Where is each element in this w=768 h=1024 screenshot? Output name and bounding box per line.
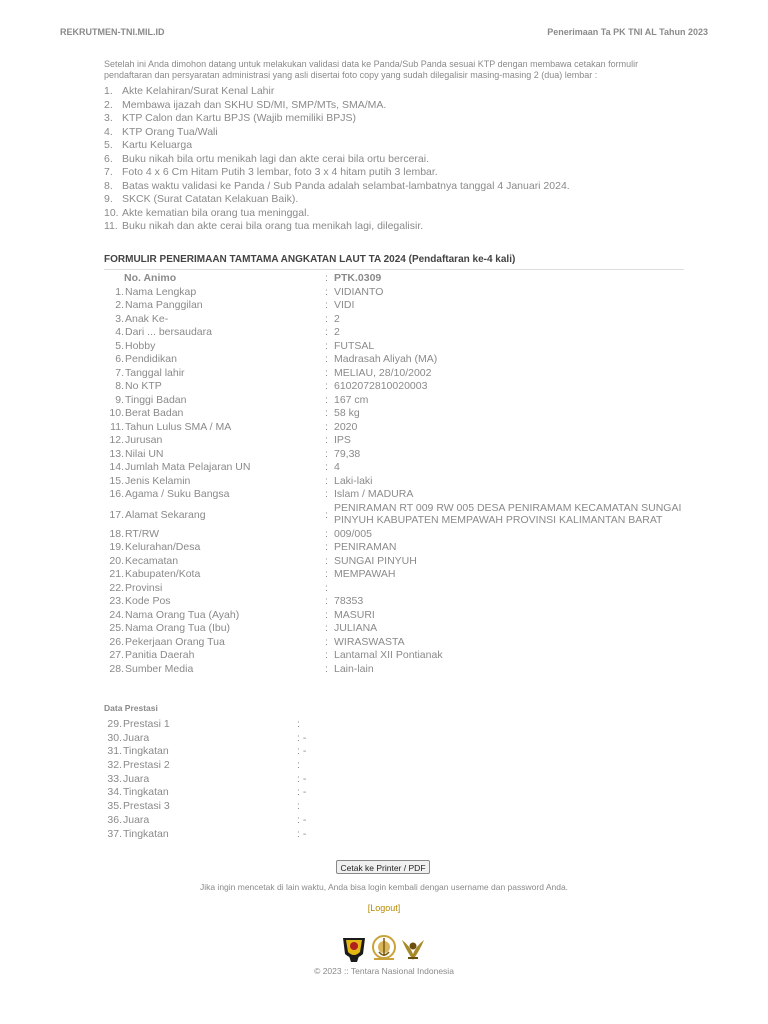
colon: :: [325, 380, 328, 392]
field-number: 1.: [115, 285, 124, 298]
form-row: [104, 299, 684, 313]
field-value: MEMPAWAH: [334, 568, 396, 580]
colon: :: [325, 393, 328, 406]
field-value: : -: [297, 786, 307, 799]
field-number: 16.: [109, 488, 124, 500]
requirement-text: Foto 4 x 6 Cm Hitam Putih 3 lembar, foto 3 x 4 hitam putih 3 lembar.: [122, 166, 438, 178]
field-label: Nama Panggilan: [125, 299, 203, 311]
field-label: Jurusan: [125, 434, 163, 446]
field-value: VIDI: [334, 299, 355, 311]
colon: :: [325, 285, 328, 298]
form-row: [104, 609, 684, 623]
colon: :: [325, 312, 328, 325]
field-label: Kode Pos: [125, 595, 171, 607]
requirement-text: Kartu Keluarga: [122, 139, 193, 151]
colon: :: [325, 554, 328, 567]
field-number: 32.: [107, 759, 122, 772]
field-number: 29.: [107, 718, 122, 730]
field-label: Prestasi 2: [123, 759, 170, 772]
prestasi-row: [104, 718, 504, 732]
prestasi-row: [104, 759, 504, 773]
field-number: 17.: [109, 508, 124, 521]
colon: :: [325, 527, 328, 540]
field-number: 13.: [109, 447, 124, 460]
colon: :: [325, 299, 328, 311]
field-value: 58 kg: [334, 407, 360, 419]
field-number: 25.: [109, 622, 124, 634]
field-number: 5.: [115, 339, 124, 352]
requirement-number: 7.: [104, 166, 113, 178]
field-value: Lain-lain: [334, 662, 374, 675]
prestasi-form: [104, 718, 504, 841]
field-value: PENIRAMAN: [334, 541, 397, 553]
form-row: [104, 502, 684, 528]
field-value: Madrasah Aliyah (MA): [334, 353, 438, 365]
colon: :: [325, 649, 328, 661]
field-value: MELIAU, 28/10/2002: [334, 366, 432, 379]
form-row: [104, 380, 684, 394]
field-number: 19.: [109, 541, 124, 553]
requirement-text: Buku nikah bila ortu menikah lagi dan akte cerai bila ortu bercerai.: [122, 152, 430, 165]
field-label: Tanggal lahir: [125, 366, 185, 379]
prestasi-row: [104, 786, 504, 800]
form-row: [104, 367, 684, 381]
colon: :: [325, 420, 328, 433]
colon: :: [325, 326, 328, 338]
field-value: [334, 582, 684, 596]
field-value: 2: [334, 312, 340, 325]
field-value: Lantamal XII Pontianak: [334, 649, 443, 661]
page-title: Penerimaan Ta PK TNI AL Tahun 2023: [547, 27, 708, 37]
requirement-item: [104, 207, 570, 221]
field-number: 4.: [115, 326, 124, 338]
colon: :: [325, 447, 328, 460]
colon: :: [325, 608, 328, 621]
form-row: [104, 434, 684, 448]
requirement-text: Batas waktu validasi ke Panda / Sub Panda adalah selambat-lambatnya tanggal 4 Januari 2024.: [122, 179, 570, 192]
field-number: 22.: [109, 581, 124, 594]
colon: :: [325, 407, 328, 419]
requirement-number: 2.: [104, 98, 113, 111]
field-value: Laki-laki: [334, 474, 373, 487]
field-number: 9.: [115, 393, 124, 406]
field-value: 2: [334, 326, 340, 338]
form-row: [104, 622, 684, 636]
requirement-number: 3.: [104, 112, 113, 124]
requirement-text: Buku nikah dan akte cerai bila orang tua menikah lagi, dilegalisir.: [122, 220, 424, 232]
field-label: Dari ... bersaudara: [125, 326, 212, 338]
colon: :: [325, 635, 328, 648]
page-header: [60, 27, 708, 39]
field-label: Jumlah Mata Pelajaran UN: [125, 461, 251, 473]
field-value: JULIANA: [334, 622, 378, 634]
colon: :: [325, 541, 328, 553]
field-number: 33.: [107, 772, 122, 785]
requirement-item: [104, 166, 570, 180]
field-label: Nilai UN: [125, 447, 164, 460]
field-number: 2.: [115, 299, 124, 311]
form-divider: [104, 269, 684, 270]
requirement-number: 4.: [104, 125, 113, 138]
field-number: 14.: [109, 461, 124, 473]
field-value: IPS: [334, 434, 351, 446]
field-value: 6102072810020003: [334, 380, 428, 392]
requirement-number: 11.: [104, 220, 118, 232]
field-label: Prestasi 1: [123, 718, 170, 730]
field-label: Kabupaten/Kota: [125, 568, 201, 580]
field-value: VIDIANTO: [334, 285, 384, 298]
field-number: 30.: [107, 731, 122, 744]
requirement-number: 8.: [104, 179, 113, 192]
field-label: Berat Badan: [125, 407, 184, 419]
field-value: WIRASWASTA: [334, 635, 405, 648]
field-label: Nama Orang Tua (Ibu): [125, 622, 231, 634]
field-value: MASURI: [334, 608, 375, 621]
field-value: FUTSAL: [334, 339, 375, 352]
field-label: Sumber Media: [125, 662, 194, 675]
field-label: Tingkatan: [123, 745, 169, 758]
requirement-number: 10.: [104, 206, 119, 219]
colon: :: [325, 568, 328, 580]
intro-text: Setelah ini Anda dimohon datang untuk melakukan validasi data ke Panda/Sub Panda sesuai KTP dengan membawa cetakan formulir pendaftaran dan persyaratan administrasi yang asli disertai foto copy yang sudah dilegalisir masing-masing 2 (dua) lembar :: [104, 59, 639, 80]
requirement-item: [104, 99, 570, 113]
field-value: 79,38: [334, 447, 361, 460]
requirement-text: KTP Calon dan Kartu BPJS (Wajib memiliki BPJS): [122, 112, 356, 124]
field-value: 2020: [334, 420, 358, 433]
field-number: 23.: [109, 595, 124, 607]
field-label: Kelurahan/Desa: [125, 541, 201, 553]
reprint-note: Jika ingin mencetak di lain waktu, Anda bisa login kembali dengan username dan password Anda.: [199, 882, 569, 892]
field-number: 35.: [107, 800, 122, 813]
form-row: [104, 568, 684, 582]
field-value: 4: [334, 461, 340, 473]
colon: :: [325, 508, 328, 521]
form-row: [104, 286, 684, 300]
field-number: 8.: [115, 380, 124, 392]
field-number: 10.: [109, 407, 124, 419]
print-button[interactable]: Cetak ke Printer / PDF: [336, 860, 430, 874]
requirement-item: [104, 193, 570, 207]
form-row: [104, 582, 684, 596]
requirement-number: 9.: [104, 193, 113, 205]
requirement-item: [104, 112, 570, 126]
field-value: Islam / MADURA: [334, 488, 414, 500]
field-number: 15.: [109, 474, 124, 487]
form-row: [104, 407, 684, 421]
prestasi-title: Data Prestasi: [104, 703, 158, 713]
logout-link[interactable]: [Logout]: [367, 903, 401, 913]
form-row: [104, 326, 684, 340]
prestasi-row: [104, 773, 504, 787]
colon: :: [325, 622, 328, 634]
field-value: PENIRAMAN RT 009 RW 005 DESA PENIRAMAM KECAMATAN SUNGAI PINYUH KABUPATEN MEMPAWAH PROVINSI KALIMANTAN BARAT: [334, 501, 682, 526]
registration-form: [104, 272, 684, 676]
field-value: SUNGAI PINYUH: [334, 554, 417, 567]
form-row: [104, 421, 684, 435]
field-value: :: [297, 718, 300, 730]
field-label: Juara: [123, 772, 150, 785]
field-label: Juara: [123, 813, 150, 826]
field-label: Panitia Daerah: [125, 649, 195, 661]
field-number: 37.: [107, 827, 122, 840]
form-row: [104, 555, 684, 569]
field-number: 24.: [109, 608, 124, 621]
site-name: REKRUTMEN-TNI.MIL.ID: [60, 27, 165, 37]
field-number: 21.: [109, 568, 124, 580]
requirement-item: [104, 220, 570, 234]
field-label: Alamat Sekarang: [125, 508, 206, 521]
field-label: Jenis Kelamin: [125, 474, 191, 487]
requirement-text: Akte kematian bila orang tua meninggal.: [122, 206, 310, 219]
field-value: 167 cm: [334, 393, 369, 406]
prestasi-row: [104, 828, 504, 842]
field-label: Provinsi: [125, 581, 163, 594]
requirement-text: Akte Kelahiran/Surat Kenal Lahir: [122, 85, 275, 97]
colon: :: [325, 461, 328, 473]
field-label: Tingkatan: [123, 786, 169, 799]
form-row: [104, 636, 684, 650]
form-row: [104, 313, 684, 327]
colon: :: [325, 488, 328, 500]
requirement-item: [104, 180, 570, 194]
field-label: Nama Lengkap: [125, 285, 197, 298]
field-number: 34.: [107, 786, 122, 799]
requirements-list: [104, 85, 570, 234]
emblem-logos: [340, 932, 428, 964]
requirement-item: [104, 139, 570, 153]
colon: :: [325, 339, 328, 352]
form-row: [104, 353, 684, 367]
field-number: 12.: [109, 434, 124, 446]
requirement-text: Membawa ijazah dan SKHU SD/MI, SMP/MTs, SMA/MA.: [122, 98, 387, 111]
field-number: 26.: [109, 635, 124, 648]
prestasi-row: [104, 745, 504, 759]
field-label: Pendidikan: [125, 353, 177, 365]
field-value: 78353: [334, 595, 364, 607]
field-value: :: [297, 800, 300, 813]
form-row: [104, 541, 684, 555]
navy-emblem-icon: [373, 936, 395, 959]
form-row: [104, 475, 684, 489]
requirement-number: 1.: [104, 85, 113, 97]
colon: :: [325, 272, 328, 284]
field-value: : -: [297, 813, 307, 826]
field-value: 009/005: [334, 527, 372, 540]
form-row: [104, 649, 684, 663]
field-value: :: [297, 759, 300, 772]
animo-value: PTK.0309: [334, 272, 382, 284]
colon: :: [325, 474, 328, 487]
form-row: [104, 663, 684, 677]
prestasi-row: [104, 814, 504, 828]
requirement-text: KTP Orang Tua/Wali: [122, 125, 218, 138]
prestasi-row: [104, 800, 504, 814]
form-row: [104, 448, 684, 462]
copyright: © 2023 :: Tentara Nasional Indonesia: [314, 966, 454, 976]
colon: :: [325, 366, 328, 379]
field-number: 28.: [109, 662, 124, 675]
field-number: 31.: [107, 745, 122, 758]
field-label: Pekerjaan Orang Tua: [125, 635, 225, 648]
field-number: 20.: [109, 554, 124, 567]
field-value: : -: [297, 731, 307, 744]
form-header-row: [104, 272, 684, 286]
field-label: Agama / Suku Bangsa: [125, 488, 230, 500]
field-number: 6.: [115, 353, 124, 365]
field-label: Hobby: [125, 339, 156, 352]
field-number: 27.: [109, 649, 124, 661]
colon: :: [325, 595, 328, 607]
form-row: [104, 488, 684, 502]
form-title: FORMULIR PENERIMAAN TAMTAMA ANGKATAN LAUT TA 2024 (Pendaftaran ke-4 kali): [104, 254, 516, 265]
requirement-number: 6.: [104, 152, 113, 165]
field-value: : -: [297, 772, 307, 785]
field-label: No KTP: [125, 380, 162, 392]
form-row: [104, 394, 684, 408]
field-label: RT/RW: [125, 527, 160, 540]
requirement-item: [104, 153, 570, 167]
field-label: Nama Orang Tua (Ayah): [125, 608, 240, 621]
field-label: Tinggi Badan: [125, 393, 187, 406]
requirement-text: SKCK (Surat Catatan Kelakuan Baik).: [122, 193, 299, 205]
field-number: 18.: [109, 527, 124, 540]
requirement-number: 5.: [104, 139, 113, 151]
colon: :: [325, 662, 328, 675]
field-label: Tahun Lulus SMA / MA: [125, 420, 232, 433]
field-label: Kecamatan: [125, 554, 179, 567]
field-number: 7.: [115, 366, 124, 379]
animo-label: No. Animo: [124, 272, 177, 284]
airforce-emblem-icon: [402, 940, 424, 960]
form-row: [104, 528, 684, 542]
field-number: 3.: [115, 312, 124, 325]
colon: :: [325, 353, 328, 365]
requirement-item: [104, 126, 570, 140]
field-label: Anak Ke-: [125, 312, 169, 325]
form-row: [104, 340, 684, 354]
field-value: : -: [297, 827, 307, 840]
colon: :: [325, 434, 328, 446]
requirement-item: [104, 85, 570, 99]
form-row: [104, 595, 684, 609]
army-emblem-icon: [343, 938, 365, 962]
field-label: Prestasi 3: [123, 800, 170, 813]
field-label: Juara: [123, 731, 150, 744]
colon: :: [325, 581, 328, 594]
prestasi-row: [104, 732, 504, 746]
field-number: 36.: [107, 813, 122, 826]
field-number: 11.: [110, 420, 124, 433]
field-label: Tingkatan: [123, 827, 169, 840]
field-value: : -: [297, 745, 307, 758]
form-row: [104, 461, 684, 475]
